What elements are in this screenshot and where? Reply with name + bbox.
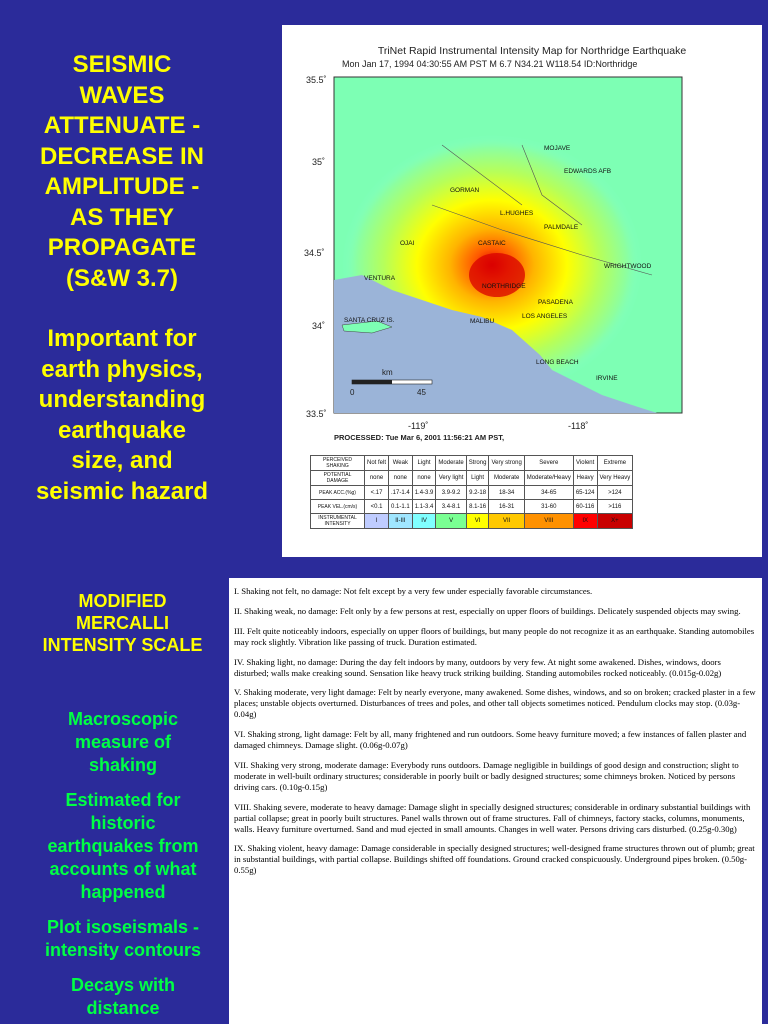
map-title: TriNet Rapid Instrumental Intensity Map for Northridge Earthquake xyxy=(377,45,687,57)
table-cell: none xyxy=(365,471,389,486)
importance-line: size, and xyxy=(71,447,173,474)
place-label: MALIBU xyxy=(470,318,495,325)
title-line: PROPAGATE xyxy=(47,234,197,261)
title-line: AMPLITUDE - xyxy=(44,173,200,200)
place-label: CASTAIC xyxy=(478,240,506,247)
table-row xyxy=(311,514,633,529)
scale-tick: 45 xyxy=(417,388,426,397)
bullet-item xyxy=(18,789,228,904)
table-cell: none xyxy=(412,471,436,486)
table-cell: Moderate/Heavy xyxy=(524,471,573,486)
mmi-level-text: V. Shaking moderate, very light damage: Felt by nearly everyone, many awakened. Some dishes, windows, and so on broken; cracked plaster in a few places; unstable objects overturned. Disturbances of trees and poles, and other tall objects sometimes noticed. Pendulum clocks may stop. (0.03g-0.04g) xyxy=(234,687,756,720)
intensity-map-panel xyxy=(282,25,762,557)
bullet-line: historic xyxy=(90,813,156,833)
lat-label: 35˚ xyxy=(312,157,326,167)
bullet-line: Macroscopic xyxy=(67,709,179,729)
bullet-line: intensity contours xyxy=(44,940,201,960)
place-label: OJAI xyxy=(400,240,415,247)
intensity-cell: VIII xyxy=(524,514,573,529)
bullet-line: Estimated for xyxy=(65,790,181,810)
mmi-level-text: VI. Shaking strong, light damage: Felt by all, many frightened and run outdoors. Some heavy furniture moved; a few instances of fallen plaster and damaged chimneys. Damage slight. (0.06g-0.07g) xyxy=(234,729,747,751)
intensity-cell: I xyxy=(365,514,389,529)
table-cell: Light xyxy=(466,471,489,486)
table-row xyxy=(311,456,633,471)
bullet-item xyxy=(18,708,228,777)
table-cell: 34-65 xyxy=(524,486,573,500)
title-line: WAVES xyxy=(79,81,165,109)
table-cell: 1.4-3.9 xyxy=(412,486,436,500)
table-row xyxy=(311,471,633,486)
table-cell: Strong xyxy=(466,456,489,471)
bullet-line: Decays with xyxy=(70,975,176,995)
bullet-line: earthquakes from xyxy=(47,836,199,856)
table-cell: 1.1-3.4 xyxy=(412,500,436,514)
table-cell: 65-124 xyxy=(573,486,597,500)
bullet-line: shaking xyxy=(88,755,158,775)
mmi-heading xyxy=(20,590,225,656)
intensity-cell: IX xyxy=(573,514,597,529)
intensity-cell: VI xyxy=(466,514,489,529)
bullet-line: Plot isoseismals - xyxy=(46,917,200,937)
bullet-item xyxy=(18,974,228,1020)
table-cell: 8.1-16 xyxy=(466,500,489,514)
place-label: LONG BEACH xyxy=(536,359,579,366)
mmi-level-text: VIII. Shaking severe, moderate to heavy damage: Damage slight in specially designed structures; considerable in ordinary substantial buildings with partial collapse; great in poorly built structures. Panel walls thrown out of frame structures. Fall of chimneys, factory stacks, columns, monuments, walls. Heavy furniture overturned. Sand and mud ejected in small amounts. Changes in well water. Persons driving cars disturbed. (0.25g-0.30g) xyxy=(234,801,751,834)
bullet-line: accounts of what xyxy=(49,859,197,879)
lat-label: 35.5˚ xyxy=(306,75,327,85)
place-label: PASADENA xyxy=(538,299,573,306)
mmi-level-text: IV. Shaking light, no damage: During the day felt indoors by many, outdoors by very few. At night some awakened. Dishes, windows, doors disturbed; walls make creaking sound. Sensation like heavy truck striking building. Standing automobiles rocked noticeably. (0.015g-0.02g) xyxy=(234,656,722,678)
table-cell: <.17 xyxy=(365,486,389,500)
table-cell: Very strong xyxy=(489,456,524,471)
table-cell: 3.9-9.2 xyxy=(436,486,466,500)
table-cell: Violent xyxy=(573,456,597,471)
row-head: PEAK VEL.(cm/s) xyxy=(311,500,365,514)
title-line: AS THEY xyxy=(69,203,174,231)
row-head: PEAK ACC.(%g) xyxy=(311,486,365,500)
table-cell: >116 xyxy=(597,500,633,514)
table-cell: Moderate xyxy=(489,471,524,486)
intensity-cell: II-III xyxy=(389,514,413,529)
place-label: VENTURA xyxy=(364,275,396,282)
table-cell: Not felt xyxy=(365,456,389,471)
table-row xyxy=(311,500,633,514)
place-label: MOJAVE xyxy=(544,145,571,152)
importance-line: Important for xyxy=(47,325,197,352)
lon-label: -118˚ xyxy=(568,421,589,431)
bullet-list xyxy=(18,708,228,1024)
lat-label: 34˚ xyxy=(312,321,326,331)
mmi-description-panel xyxy=(229,578,762,1024)
title-block xyxy=(22,50,222,537)
importance-line: seismic hazard xyxy=(35,477,209,505)
place-label: NORTHRIDGE xyxy=(482,283,526,290)
table-cell: 3.4-8.1 xyxy=(436,500,466,514)
table-cell: Light xyxy=(412,456,436,471)
table-cell: Severe xyxy=(524,456,573,471)
lon-label: -119˚ xyxy=(408,421,429,431)
place-label: IRVINE xyxy=(596,375,618,382)
row-head: INSTRUMENTAL INTENSITY xyxy=(311,514,365,529)
table-row xyxy=(311,486,633,500)
map-subtitle: Mon Jan 17, 1994 04:30:55 AM PST M 6.7 N34.21 W118.54 ID:Northridge xyxy=(342,59,638,69)
table-cell: >124 xyxy=(597,486,633,500)
importance-line: earthquake xyxy=(57,416,187,444)
mmi-level-text: VII. Shaking very strong, moderate damage: Everybody runs outdoors. Damage negligible in buildings of good design and construction; slight to moderate in well-built ordinary structures; considerable in poorly built or badly designed structures; some chimneys broken. Noticed by persons driving cars. (0.10g-0.15g) xyxy=(234,759,739,792)
importance-line: understanding xyxy=(38,386,206,413)
intensity-cell: VII xyxy=(489,514,524,529)
table-cell: .17-1.4 xyxy=(389,486,413,500)
scale-tick: 0 xyxy=(350,388,355,397)
table-cell: 60-116 xyxy=(573,500,597,514)
slide-title xyxy=(22,50,222,294)
scale-label: km xyxy=(382,368,393,377)
mmi-heading-line: MERCALLI xyxy=(76,613,169,633)
mmi-heading-line: MODIFIED xyxy=(78,591,167,611)
title-line: DECREASE IN xyxy=(39,142,205,170)
table-cell: Heavy xyxy=(573,471,597,486)
table-cell: none xyxy=(389,471,413,486)
intensity-map xyxy=(282,25,762,455)
bullet-line: happened xyxy=(80,882,166,902)
mmi-level-text: I. Shaking not felt, no damage: Not felt except by a very few under especially favorable circumstances. xyxy=(234,586,593,596)
intensity-cell: IV xyxy=(412,514,436,529)
place-label: SANTA CRUZ IS. xyxy=(344,317,395,324)
intensity-cell: V xyxy=(436,514,466,529)
table-cell: 18-34 xyxy=(489,486,524,500)
mmi-level-text: IX. Shaking violent, heavy damage: Damage considerable in specially designed structures; well-designed frame structures thrown out of plumb; great in substantial buildings, with partial collapse. Buildings shifted off foundations. Ground cracked conspicuously. Underground pipes broken. (0.50g-0.55g) xyxy=(234,843,755,876)
intensity-scale-table xyxy=(310,455,633,529)
table-cell: 16-31 xyxy=(489,500,524,514)
table-cell: 31-60 xyxy=(524,500,573,514)
importance-note xyxy=(22,324,222,507)
title-line: SEISMIC xyxy=(72,51,172,78)
table-cell: Very light xyxy=(436,471,466,486)
bullet-line: distance xyxy=(86,998,160,1018)
intensity-cell: X+ xyxy=(597,514,633,529)
mmi-heading-line: INTENSITY SCALE xyxy=(42,635,203,655)
table-cell: Very Heavy xyxy=(597,471,633,486)
lat-label: 33.5˚ xyxy=(306,409,327,419)
lat-label: 34.5˚ xyxy=(304,248,325,258)
table-cell: <0.1 xyxy=(365,500,389,514)
place-label: GORMAN xyxy=(450,187,480,194)
mmi-level-text: II. Shaking weak, no damage: Felt only by a few persons at rest, especially on upper floors of buildings. Delicately suspended objects may swing. xyxy=(234,605,741,616)
row-head: POTENTIAL DAMAGE xyxy=(311,471,365,486)
importance-line: earth physics, xyxy=(41,355,203,383)
table-cell: Weak xyxy=(389,456,413,471)
table-cell: Moderate xyxy=(436,456,466,471)
table-cell: 0.1-1.1 xyxy=(389,500,413,514)
table-cell: Extreme xyxy=(597,456,633,471)
place-label: L.HUGHES xyxy=(500,210,534,217)
place-label: LOS ANGELES xyxy=(522,313,568,320)
bullet-line: measure of xyxy=(74,732,172,752)
place-label: PALMDALE xyxy=(544,224,579,231)
title-line: ATTENUATE - xyxy=(43,112,201,139)
row-head: PERCEIVED SHAKING xyxy=(311,456,365,471)
mmi-level-text: III. Felt quite noticeably indoors, especially on upper floors of buildings, but many people do not recognize it as an earthquake. Standing automobiles may rock slightly. Vibration like passing of truck. Duration estimated. xyxy=(234,625,755,647)
processed-timestamp: PROCESSED: Tue Mar 6, 2001 11:56:21 AM PST, xyxy=(334,433,505,442)
epicenter-zone xyxy=(469,253,525,297)
title-line: (S&W 3.7) xyxy=(65,264,178,292)
place-label: WRIGHTWOOD xyxy=(604,263,652,270)
bullet-item xyxy=(18,916,228,962)
place-label: EDWARDS AFB xyxy=(564,168,612,175)
table-cell: 9.2-18 xyxy=(466,486,489,500)
